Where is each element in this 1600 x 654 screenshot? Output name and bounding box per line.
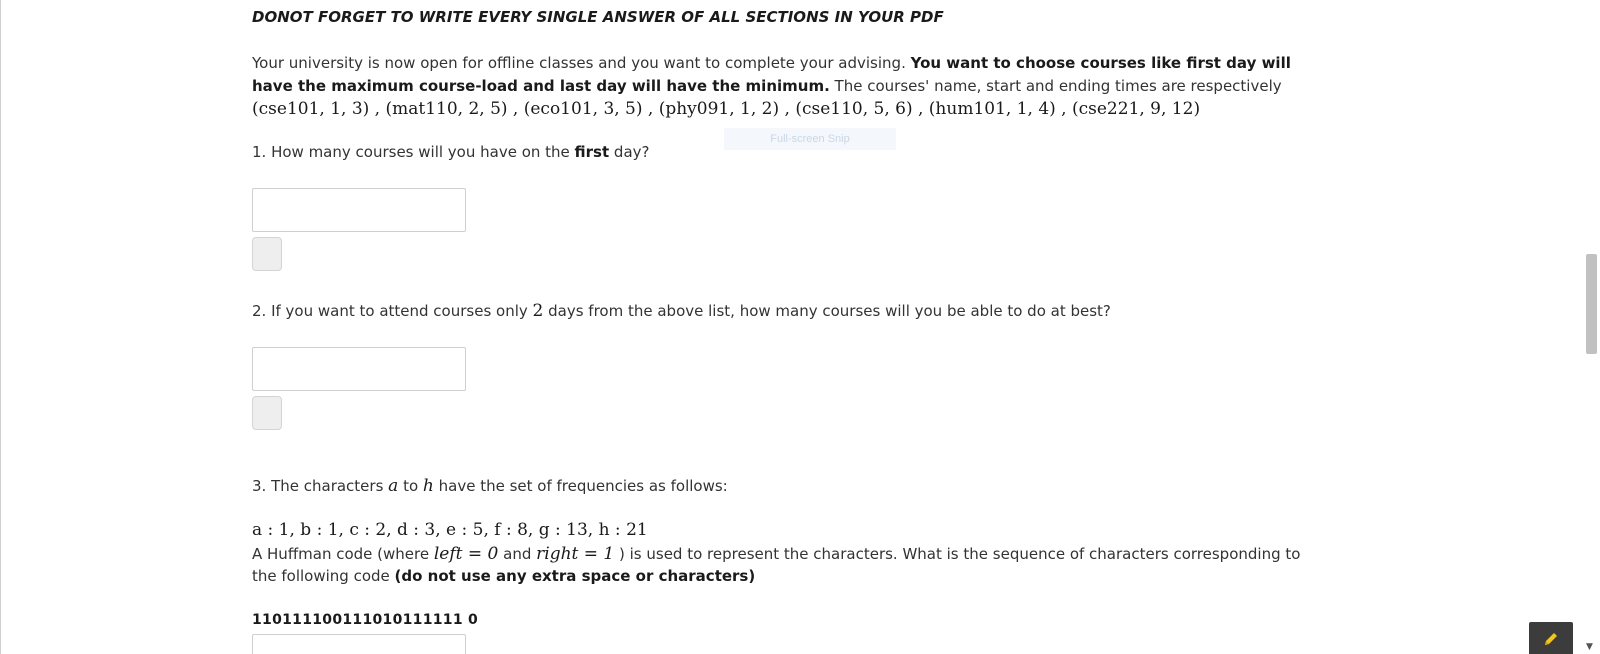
- question-2: [252, 301, 1111, 321]
- scroll-down-arrow-icon[interactable]: ▼: [1586, 642, 1593, 652]
- intro-paragraph: [252, 52, 1292, 121]
- course-list: (cse101, 1, 3) , (mat110, 2, 5) , (eco101, 3, 5) , (phy091, 1, 2) , (cse110, 5, 6) , (hum101, 1, 4) , (cse221, 9, 12): [252, 99, 1201, 119]
- frequency-list: a : 1, b : 1, c : 2, d : 3, e : 5, f : 8, g : 13, h : 21: [252, 520, 648, 540]
- check-answer-2-button[interactable]: [252, 396, 282, 430]
- left-border: [0, 0, 1, 654]
- huffman-bold: (do not use any extra space or characters): [394, 567, 756, 585]
- edit-button[interactable]: [1529, 622, 1573, 654]
- snip-tooltip: Full-screen Snip: [724, 128, 896, 150]
- question-1-prefix: 1. How many courses will you have on the: [252, 143, 575, 161]
- huffman-prefix: A Huffman code (where: [252, 545, 434, 563]
- huffman-and: and: [498, 545, 537, 563]
- scrollbar-thumb[interactable]: [1586, 254, 1597, 354]
- question-1: [252, 143, 649, 161]
- huffman-paragraph: [252, 543, 1322, 587]
- question-3-to: h: [422, 476, 434, 496]
- intro-text-2: The courses' name, start and ending times are respectively: [829, 77, 1282, 95]
- question-2-suffix: days from the above list, how many courses will you be able to do at best?: [543, 302, 1111, 320]
- question-3: [252, 476, 728, 496]
- question-3-suffix: have the set of frequencies as follows:: [433, 477, 728, 495]
- warning-heading: DONOT FORGET TO WRITE EVERY SINGLE ANSWER OF ALL SECTIONS IN YOUR PDF: [252, 8, 944, 26]
- left-equation: left = 0: [433, 544, 499, 564]
- pencil-icon: [1543, 631, 1559, 647]
- answer-3-input[interactable]: [252, 634, 466, 654]
- question-3-mid: to: [398, 477, 423, 495]
- question-3-from: a: [388, 476, 399, 496]
- question-1-bold: first: [574, 143, 610, 161]
- vertical-scrollbar[interactable]: [1583, 0, 1600, 654]
- answer-1-input[interactable]: [252, 188, 466, 232]
- huffman-code: 110111100111010111111 0: [252, 612, 479, 628]
- question-2-math: 2: [532, 301, 544, 321]
- right-equation: right = 1: [536, 544, 615, 564]
- check-answer-1-button[interactable]: [252, 237, 282, 271]
- question-3-prefix: 3. The characters: [252, 477, 389, 495]
- intro-text-1: Your university is now open for offline classes and you want to complete your advising.: [252, 54, 911, 72]
- answer-2-input[interactable]: [252, 347, 466, 391]
- intro-bold: You want to choose courses like first day will have the maximum course-load and last day will have the minimum.: [252, 54, 1291, 95]
- huffman-mid: ) is used to represent the characters. What is the sequence of characters corresponding to the following code: [252, 545, 1301, 585]
- question-1-suffix: day?: [609, 143, 650, 161]
- question-2-prefix: 2. If you want to attend courses only: [252, 302, 533, 320]
